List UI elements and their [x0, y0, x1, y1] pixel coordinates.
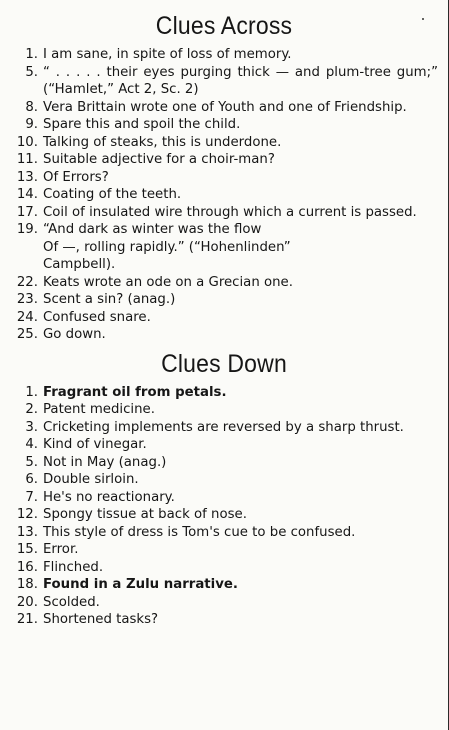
clue-across-13: [0, 169, 448, 187]
clue-number: 9.: [25, 117, 38, 132]
clue-text: He's no reactionary.: [43, 489, 175, 505]
clue-number: 8.: [25, 99, 38, 115]
clue-down-3: [0, 419, 448, 437]
clue-across-11: [0, 151, 448, 169]
clue-text: Go down.: [43, 327, 106, 342]
clue-number: 15.: [16, 542, 38, 557]
across-clue-list: [0, 46, 448, 344]
clue-number: 12.: [16, 507, 38, 522]
clue-number: 2.: [25, 402, 38, 417]
clue-number: 13.: [16, 169, 38, 185]
clue-down-1: [0, 384, 448, 402]
clue-number: 7.: [25, 489, 38, 505]
clue-across-25: [0, 326, 448, 344]
clue-down-7: [0, 489, 448, 507]
clue-text: Flinched.: [43, 559, 104, 575]
clue-number: 21.: [16, 612, 38, 627]
clue-text: Error.: [43, 542, 79, 557]
down-heading: Clues Down: [161, 349, 287, 378]
clue-text: Coating of the teeth.: [43, 187, 182, 202]
clue-down-16: [0, 559, 448, 577]
clue-down-12: [0, 506, 448, 524]
clue-number: 23.: [16, 292, 38, 307]
clue-across-1: [0, 46, 448, 64]
clue-number: 10.: [16, 134, 38, 150]
clue-text: “And dark as winter was the flow Of —, rolling rapidly.” (“Hohenlinden” Campbell).: [43, 222, 291, 272]
clue-text: Scent a sin? (anag.): [43, 292, 176, 307]
clue-text: This style of dress is Tom's cue to be confused.: [43, 524, 356, 540]
clue-text: Found in a Zulu narrative.: [43, 577, 238, 592]
clue-text: Spongy tissue at back of nose.: [43, 507, 247, 522]
clue-text: Confused snare.: [43, 309, 151, 325]
clue-number: 16.: [16, 559, 38, 575]
clue-across-22: [0, 274, 448, 292]
clue-text: Patent medicine.: [43, 402, 155, 417]
down-clue-list: [0, 384, 448, 629]
clue-across-19: [0, 221, 448, 274]
clue-down-18: [0, 576, 448, 594]
clue-across-9: [0, 116, 448, 134]
clue-number: 1.: [25, 47, 38, 62]
clue-text: Keats wrote an ode on a Grecian one.: [43, 274, 293, 290]
clue-number: 25.: [16, 327, 38, 342]
clue-down-15: [0, 541, 448, 559]
clue-text: Spare this and spoil the child.: [43, 117, 241, 132]
clue-number: 20.: [16, 594, 38, 610]
clue-number: 22.: [16, 274, 38, 290]
clue-text: I am sane, in spite of loss of memory.: [43, 47, 292, 62]
clue-down-4: [0, 436, 448, 454]
clue-down-20: [0, 594, 448, 612]
clue-number: 5.: [25, 64, 38, 80]
clue-text: Fragrant oil from petals.: [43, 384, 227, 400]
clue-across-24: [0, 309, 448, 327]
clue-number: 24.: [16, 309, 38, 325]
clue-number: 4.: [25, 437, 38, 452]
clue-down-13: [0, 524, 448, 542]
clue-text: Cricketing implements are reversed by a sharp thrust.: [43, 419, 404, 435]
across-heading: Clues Across: [155, 12, 293, 40]
clue-across-23: [0, 291, 448, 309]
clue-down-21: [0, 611, 448, 629]
clue-text: Vera Brittain wrote one of Youth and one of Friendship.: [43, 99, 407, 115]
clue-across-5: [0, 64, 448, 99]
clue-number: 3.: [25, 419, 38, 435]
clue-number: 11.: [16, 152, 38, 167]
clue-number: 19.: [16, 222, 38, 237]
clue-text: Shortened tasks?: [43, 612, 159, 627]
clue-across-10: [0, 134, 448, 152]
clue-text: Scolded.: [43, 594, 100, 610]
clue-text: Coil of insulated wire through which a current is passed.: [43, 204, 417, 220]
clue-number: 1.: [25, 384, 38, 400]
clue-text: Double sirloin.: [43, 472, 139, 487]
clue-across-14: [0, 186, 448, 204]
clue-number: 6.: [25, 472, 38, 487]
clue-text: Kind of vinegar.: [43, 437, 147, 452]
clue-number: 17.: [16, 204, 38, 220]
clue-down-5: [0, 454, 448, 472]
clue-number: 18.: [16, 577, 38, 592]
clue-text: Of Errors?: [43, 169, 109, 185]
clue-number: 13.: [16, 524, 38, 540]
clue-down-6: [0, 471, 448, 489]
clue-across-17: [0, 204, 448, 222]
clue-text: “ . . . . . their eyes purging thick — and plum-tree gum;” (“Hamlet,” Act 2, Sc. 2): [43, 64, 438, 97]
clue-across-8: [0, 99, 448, 117]
clue-number: 14.: [16, 187, 38, 202]
clue-text: Talking of steaks, this is underdone.: [43, 134, 282, 150]
clue-text: Not in May (anag.): [43, 454, 167, 470]
clue-number: 5.: [25, 454, 38, 470]
clue-down-2: [0, 401, 448, 419]
clue-text: Suitable adjective for a choir-man?: [43, 152, 275, 167]
